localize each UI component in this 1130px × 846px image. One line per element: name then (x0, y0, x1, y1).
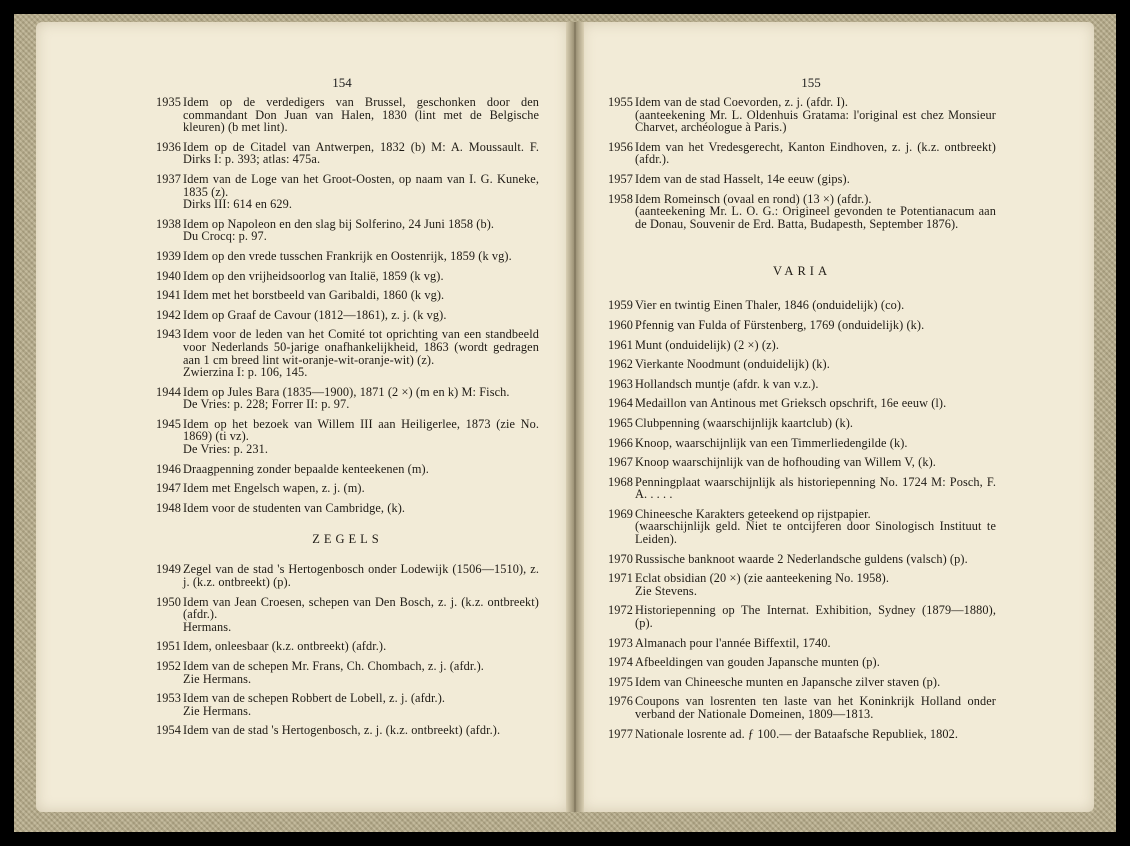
entry-text (635, 141, 996, 166)
entry-text (183, 270, 539, 283)
entry-line: Russische banknoot waarde 2 Nederlandsche guldens (valsch) (p). (635, 551, 968, 566)
entry-text (183, 173, 539, 211)
entry-text (635, 572, 996, 597)
entry-number: 1943 (156, 327, 181, 342)
entry-text (635, 397, 996, 410)
entry-number: 1955 (608, 95, 633, 109)
entry-line: Idem van de stad Hasselt, 14e eeuw (gips). (635, 171, 850, 186)
entry-line: Draagpenning zonder bepaalde kenteekenen (m). (183, 461, 429, 476)
entry-line: Idem van het Vredesgerecht, Kanton Eindhoven, z. j. (k.z. ontbreekt) (afdr.). (635, 139, 996, 167)
entry-number: 1945 (156, 416, 181, 431)
entry-line: Idem op de verdedigers van Brussel, geschonken door den commandant Don Juan van Halen, 1830 (lint met de Belgische kleuren) (b met lint). (183, 95, 539, 135)
left-entries-top (156, 96, 539, 514)
entry-text (635, 417, 996, 430)
catalog-entry (156, 173, 539, 211)
entry-number: 1957 (608, 171, 633, 186)
entry-line: Munt (onduidelijk) (2 ×) (z). (635, 337, 780, 352)
left-entries-bottom (156, 563, 539, 737)
entry-line: Zwierzina I: p. 106, 145. (183, 365, 308, 380)
entry-text (183, 289, 539, 302)
entry-number: 1949 (156, 562, 181, 577)
entry-text (635, 656, 996, 669)
entry-number: 1969 (608, 506, 633, 521)
catalog-entry (156, 328, 539, 378)
entry-text (635, 173, 996, 186)
entry-text (183, 386, 539, 411)
entry-number: 1972 (608, 603, 633, 618)
catalog-entry (156, 386, 539, 411)
entry-text (635, 193, 996, 231)
catalog-entry (608, 299, 996, 312)
entry-number: 1948 (156, 500, 181, 515)
entry-number: 1967 (608, 455, 633, 470)
entry-number: 1935 (156, 95, 181, 109)
right-page-column (608, 96, 996, 747)
entry-text (183, 482, 539, 495)
entry-number: 1939 (156, 248, 181, 263)
entry-text (183, 250, 539, 263)
left-page-column (156, 96, 539, 744)
entry-number: 1947 (156, 481, 181, 496)
catalog-entry (608, 476, 996, 501)
catalog-entry (156, 141, 539, 166)
catalog-entry (608, 417, 996, 430)
entry-text (183, 309, 539, 322)
catalog-entry (156, 250, 539, 263)
entry-text (635, 437, 996, 450)
catalog-entry (156, 96, 539, 134)
entry-line: Idem van Chineesche munten en Japansche zilver staven (p). (635, 674, 941, 689)
entry-line: Idem op den vrijheidsoorlog van Italië, 1859 (k vg). (183, 268, 444, 283)
entry-number: 1960 (608, 317, 633, 332)
entry-number: 1961 (608, 337, 633, 352)
entry-line: Zie Stevens. (635, 583, 697, 598)
entry-number: 1940 (156, 268, 181, 283)
entry-text (183, 502, 539, 515)
entry-text (635, 339, 996, 352)
catalog-entry (156, 660, 539, 685)
entry-line: Hollandsch muntje (afdr. k van v.z.). (635, 376, 819, 391)
entry-line: Dirks III: 614 en 629. (183, 197, 293, 212)
entry-number: 1944 (156, 384, 181, 399)
catalog-entry (608, 378, 996, 391)
entry-line: Nationale losrente ad. ƒ 100.— der Bataafsche Republiek, 1802. (635, 726, 959, 741)
entry-line: Eclat obsidian (20 ×) (zie aanteekening No. 1958). (635, 571, 890, 586)
catalog-entry (156, 596, 539, 634)
entry-line: Idem met het borstbeeld van Garibaldi, 1860 (k vg). (183, 288, 445, 303)
entry-line: Idem van Jean Croesen, schepen van Den Bosch, z. j. (k.z. ontbreekt) (afdr.). (183, 594, 539, 622)
page-number-left: 154 (332, 75, 352, 90)
catalog-entry (608, 358, 996, 371)
entry-text (183, 463, 539, 476)
entry-number: 1954 (156, 723, 181, 738)
entry-text (635, 476, 996, 501)
entry-number: 1956 (608, 139, 633, 154)
entry-line: (aanteekening Mr. L. O. G.: Origineel gevonden te Potentianacum aan de Donau, Souvenir de Erd. Batta, Budapesth, September 1876). (635, 204, 996, 231)
entry-text (635, 456, 996, 469)
entry-number: 1964 (608, 396, 633, 411)
entry-text (183, 660, 539, 685)
entry-line: Idem op Napoleon en den slag bij Solferino, 24 Juni 1858 (b). (183, 216, 495, 231)
entry-number: 1966 (608, 435, 633, 450)
entry-line: Pfennig van Fulda of Fürstenberg, 1769 (onduidelijk) (k). (635, 317, 925, 332)
entry-line: Almanach pour l'année Biffextil, 1740. (635, 635, 831, 650)
catalog-entry (608, 676, 996, 689)
entry-number: 1973 (608, 635, 633, 650)
entry-text (183, 724, 539, 737)
entry-number: 1951 (156, 639, 181, 654)
catalog-entry (156, 640, 539, 653)
catalog-entry (156, 563, 539, 588)
entry-line: Zie Hermans. (183, 703, 252, 718)
entry-text (635, 728, 996, 741)
entry-line: Idem met Engelsch wapen, z. j. (m). (183, 481, 365, 496)
entry-line: Idem op de Citadel van Antwerpen, 1832 (b) M: A. Moussault. F. Dirks I: p. 393; atlas: 475a. (183, 139, 539, 167)
entry-line: (aanteekening Mr. L. Oldenhuis Gratama: l'original est chez Monsieur Charvet, archéologue à Paris.) (635, 107, 996, 135)
entry-number: 1976 (608, 694, 633, 709)
entry-text (183, 141, 539, 166)
entry-line: Vier en twintig Einen Thaler, 1846 (onduidelijk) (co). (635, 298, 905, 313)
catalog-entry (608, 437, 996, 450)
entry-line: Hermans. (183, 619, 232, 634)
entry-text (635, 96, 996, 134)
entry-text (183, 640, 539, 653)
entry-number: 1977 (608, 726, 633, 741)
entry-line: Idem op Graaf de Cavour (1812—1861), z. j. (k vg). (183, 307, 447, 322)
entry-line: De Vries: p. 231. (183, 442, 269, 457)
catalog-entry (608, 508, 996, 546)
entry-text (635, 553, 996, 566)
entry-text (635, 604, 996, 629)
entry-number: 1975 (608, 674, 633, 689)
entry-line: De Vries: p. 228; Forrer II: p. 97. (183, 397, 350, 412)
page-number-right: 155 (801, 75, 821, 90)
catalog-entry (156, 309, 539, 322)
entry-line: Idem van de schepen Robbert de Lobell, z. j. (afdr.). (183, 691, 446, 706)
entry-number: 1953 (156, 691, 181, 706)
entry-text (635, 378, 996, 391)
entry-line: Idem, onleesbaar (k.z. ontbreekt) (afdr.). (183, 639, 387, 654)
catalog-entry (156, 724, 539, 737)
catalog-entry (608, 572, 996, 597)
entry-number: 1974 (608, 655, 633, 670)
catalog-entry (608, 456, 996, 469)
entry-line: Idem van de schepen Mr. Frans, Ch. Chombach, z. j. (afdr.). (183, 659, 484, 673)
entry-text (635, 676, 996, 689)
entry-line: Idem voor de studenten van Cambridge, (k). (183, 500, 406, 515)
catalog-entry (608, 656, 996, 669)
catalog-entry (156, 502, 539, 515)
entry-number: 1950 (156, 594, 181, 609)
entry-number: 1971 (608, 571, 633, 586)
entry-text (183, 218, 539, 243)
entry-line: Medaillon van Antinous met Grieksch opschrift, 16e eeuw (l). (635, 396, 947, 411)
entry-line: Idem Romeinsch (ovaal en rond) (13 ×) (afdr.). (635, 191, 872, 206)
right-entries-top (608, 96, 996, 230)
catalog-entry (156, 289, 539, 302)
book-spine-gutter (566, 22, 584, 812)
catalog-entry (156, 692, 539, 717)
catalog-entry (608, 193, 996, 231)
entry-text (183, 96, 539, 134)
entry-text (635, 319, 996, 332)
entry-line: Idem van de stad 's Hertogenbosch, z. j. (k.z. ontbreekt) (afdr.). (183, 723, 501, 738)
section-heading-zegels: ZEGELS (312, 532, 383, 547)
entry-number: 1942 (156, 307, 181, 322)
entry-line: Idem op het bezoek van Willem III aan Heiligerlee, 1873 (zie No. 1869) (ti vz). (183, 416, 539, 444)
entry-text (635, 637, 996, 650)
entry-number: 1970 (608, 551, 633, 566)
entry-line: Vierkante Noodmunt (onduidelijk) (k). (635, 357, 830, 372)
entry-line: Idem op Jules Bara (1835—1900), 1871 (2 ×) (m en k) M: Fisch. (183, 384, 510, 399)
entry-text (183, 692, 539, 717)
catalog-entry (608, 319, 996, 332)
section-heading-varia: VARIA (773, 264, 831, 279)
entry-number: 1946 (156, 461, 181, 476)
catalog-entry (608, 173, 996, 186)
entry-number: 1968 (608, 474, 633, 489)
catalog-entry (156, 463, 539, 476)
catalog-entry (608, 397, 996, 410)
entry-number: 1937 (156, 171, 181, 186)
catalog-entry (156, 270, 539, 283)
entry-text (183, 563, 539, 588)
entry-line: Clubpenning (waarschijnlijk kaartclub) (k). (635, 415, 854, 430)
entry-text (183, 418, 539, 456)
catalog-entry (608, 637, 996, 650)
entry-number: 1962 (608, 357, 633, 372)
entry-text (635, 508, 996, 546)
entry-line: Idem van de stad Coevorden, z. j. (afdr. I). (635, 95, 849, 109)
entry-number: 1963 (608, 376, 633, 391)
entry-line: Knoop, waarschijnlijk van een Timmerliedengilde (k). (635, 435, 908, 450)
entry-number: 1938 (156, 216, 181, 231)
entry-line: Idem van de Loge van het Groot-Oosten, op naam van I. G. Kuneke, 1835 (z). (183, 171, 539, 199)
catalog-entry (608, 339, 996, 352)
entry-number: 1959 (608, 298, 633, 313)
catalog-entry (608, 553, 996, 566)
catalog-entry (608, 695, 996, 720)
entry-number: 1936 (156, 139, 181, 154)
catalog-entry (608, 96, 996, 134)
entry-text (635, 299, 996, 312)
right-entries-bottom (608, 299, 996, 740)
catalog-entry (156, 482, 539, 495)
entry-number: 1965 (608, 415, 633, 430)
entry-text (183, 596, 539, 634)
entry-text (635, 358, 996, 371)
entry-line: Historiepenning op The Internat. Exhibition, Sydney (1879—1880), (p). (635, 603, 996, 631)
entry-number: 1941 (156, 288, 181, 303)
entry-number: 1952 (156, 659, 181, 673)
entry-line: Afbeeldingen van gouden Japansche munten (p). (635, 655, 880, 670)
entry-line: (waarschijnlijk geld. Niet te ontcijferen door Sinologisch Instituut te Leiden). (635, 519, 996, 547)
entry-line: Knoop waarschijnlijk van de hofhouding van Willem V, (k). (635, 455, 936, 470)
entry-line: Du Crocq: p. 97. (183, 229, 267, 244)
catalog-entry (608, 728, 996, 741)
entry-line: Penningplaat waarschijnlijk als historiepenning No. 1724 M: Posch, F. A. . . . . (635, 474, 996, 502)
entry-text (635, 695, 996, 720)
entry-text (183, 328, 539, 378)
catalog-entry (608, 141, 996, 166)
catalog-entry (156, 418, 539, 456)
entry-line: Idem voor de leden van het Comité tot oprichting van een standbeeld voor Nederlands 50-jarige onafhankelijkheid, 1863 (wordt gedragen aan 1 cm breed lint wit-oranje-wit-oranje-wit) (z). (183, 327, 539, 367)
entry-line: Idem op den vrede tusschen Frankrijk en Oostenrijk, 1859 (k vg). (183, 248, 512, 263)
entry-line: Zegel van de stad 's Hertogenbosch onder Lodewijk (1506—1510), z. j. (k.z. ontbreekt) (p). (183, 562, 539, 590)
entry-line: Coupons van losrenten ten laste van het Koninkrijk Holland onder verband der Nationale Domeinen, 1809—1813. (635, 694, 996, 721)
entry-line: Zie Hermans. (183, 671, 252, 686)
catalog-entry (156, 218, 539, 243)
entry-number: 1958 (608, 191, 633, 206)
catalog-entry (608, 604, 996, 629)
entry-line: Chineesche Karakters geteekend op rijstpapier. (635, 506, 871, 521)
